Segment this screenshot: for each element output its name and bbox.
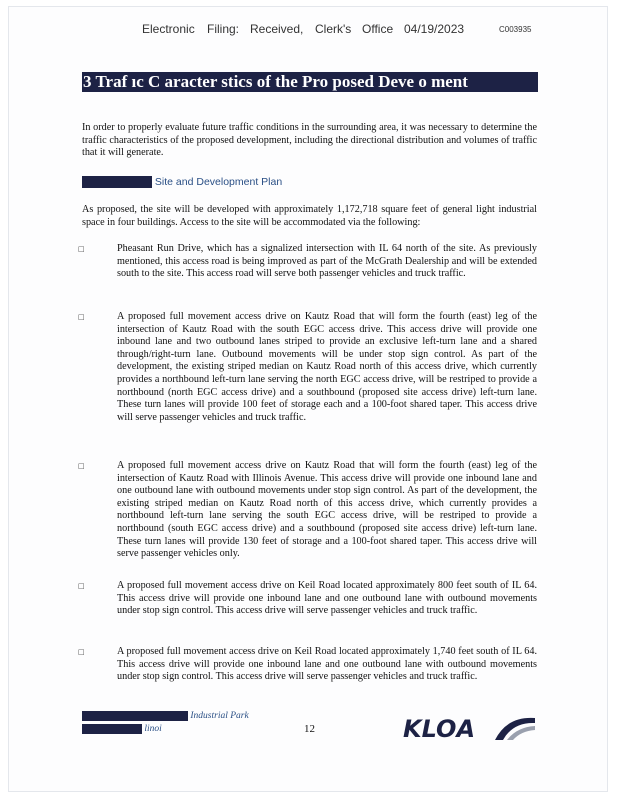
- header-filing: Filing:: [207, 22, 240, 36]
- checkbox-bullet-icon: □: [78, 582, 85, 590]
- list-item-text: Pheasant Run Drive, which has a signalized intersection with IL 64 north of the site. As previously mentioned, this access road is being improved as part of the McGrath Dealership and will be extended south to the site. This access road will serve both passenger vehicles and truck traffic.: [117, 243, 537, 280]
- checkbox-bullet-icon: □: [78, 313, 85, 321]
- footer-line1: Industrial Park: [190, 711, 249, 721]
- header-code: C003935: [499, 25, 532, 34]
- page-number: 12: [304, 723, 315, 735]
- intro-paragraph: In order to properly evaluate future traffic conditions in the surrounding area, it was necessary to determine the traffic characteristics of the proposed development, including the directional distribution and volumes of traffic that it will generate.: [82, 122, 537, 159]
- logo-text: KLOA: [403, 715, 476, 742]
- checkbox-bullet-icon: □: [78, 648, 85, 656]
- header-date: 04/19/2023: [404, 22, 465, 36]
- header-clerks: Clerk's: [315, 22, 352, 36]
- section-title: 3 Traf ıc C aracter stics of the Pro posed Deve o ment: [82, 72, 538, 92]
- header-received: Received,: [250, 22, 304, 36]
- checkbox-bullet-icon: □: [78, 462, 85, 470]
- checkbox-bullet-icon: □: [78, 245, 85, 253]
- site-paragraph: As proposed, the site will be developed with approximately 1,172,718 square feet of general light industrial space in four buildings. Access to the site will be accommodated via the following:: [82, 204, 537, 228]
- list-item-text: A proposed full movement access drive on Kautz Road that will form the fourth (east) leg of the intersection of Kautz Road with the south EGC access drive. This access drive will provide one inbound lane and two outbound lanes striped to provide an exclusive left-turn lane and a shared through/right-turn lane. Outbound movements will be under stop sign control. As part of the development, the existing striped median on Kautz Road north of this access drive, which currently provides a northbound left-turn lane serving the north EGC access drive, will be restriped to provide a northbound (north EGC access drive) and a southbound (proposed site access drive) left-turn lane. These turn lanes will provide 100 feet of storage each and a 100-foot shared taper. This access drive will serve passenger vehicles and truck traffic.: [117, 311, 537, 423]
- header-electronic: Electronic: [142, 22, 195, 36]
- list-item-text: A proposed full movement access drive on Kautz Road that will form the fourth (east) leg of the intersection of Kautz Road with Illinois Avenue. This access drive will provide one inbound lane and one outbound lane with outbound movements under stop sign control. As part of the development, the existing striped median on Kautz Road north of this access drive, which currently provides a northbound left-turn lane serving the south EGC access drive, will be restriped to provide a northbound (south EGC access drive) and a southbound (proposed site access drive) left-turn lane. These turn lanes will provide 130 feet of storage and a 100-foot shared taper. This access drive will serve passenger vehicles only.: [117, 460, 537, 560]
- footer-redacted-block: [82, 711, 188, 721]
- footer-line2: linoi: [144, 724, 162, 734]
- header-office: Office: [362, 22, 394, 36]
- list-item-text: A proposed full movement access drive on Keil Road located approximately 1,740 feet south of IL 64. This access drive will provide one inbound lane and one outbound lane with outbound movements under stop sign control. This access drive will serve passenger vehicles and truck traffic.: [117, 646, 537, 683]
- footer-redacted-block: [82, 724, 142, 734]
- footer-project-name: [82, 710, 249, 736]
- kloa-logo: [403, 712, 538, 742]
- subheading-text: Site and Development Plan: [154, 176, 283, 188]
- subheading-redacted-block: [82, 176, 152, 188]
- subheading: [82, 176, 282, 188]
- list-item-text: A proposed full movement access drive on Keil Road located approximately 800 feet south of IL 64. This access drive will provide one inbound lane and one outbound lane with outbound movements under stop sign control. This access drive will serve passenger vehicles and truck traffic.: [117, 580, 537, 617]
